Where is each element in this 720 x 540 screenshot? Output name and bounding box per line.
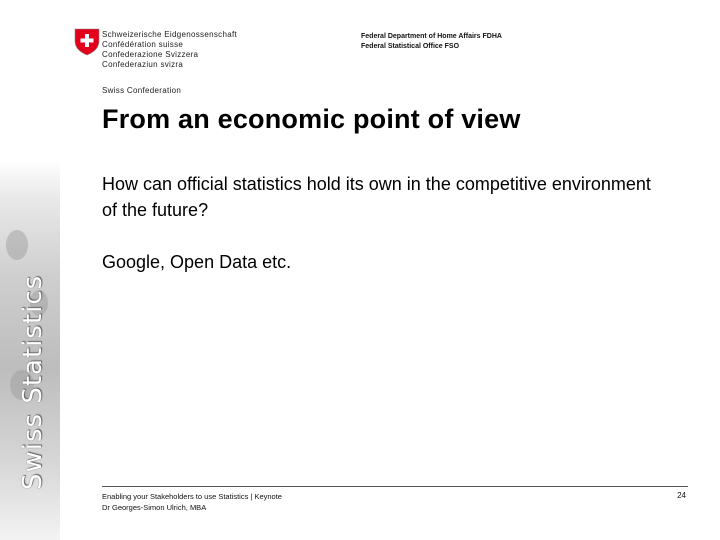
swiss-statistics-wordmark: Swiss Statistics (18, 274, 48, 490)
slide-title: From an economic point of view (102, 104, 521, 134)
body-paragraph: How can official statistics hold its own in the competitive environment of the future? (102, 174, 651, 220)
agency-line-en: Swiss Confederation (102, 86, 182, 95)
photo-figure (6, 230, 28, 260)
swiss-cross-shield-icon (74, 28, 100, 56)
agency-line-de: Schweizerische Eidgenossenschaft (102, 30, 238, 39)
footer-divider (102, 486, 688, 487)
footer-info (102, 491, 282, 513)
footer-presentation-title: Enabling your Stakeholders to use Statistics | Keynote (102, 492, 282, 501)
agency-line-rm: Confederaziun svizra (102, 60, 184, 69)
department-block (361, 32, 502, 52)
footer-presenter: Dr Georges-Simon Ulrich, MBA (102, 503, 207, 512)
page-number: 24 (677, 491, 686, 500)
confederation-name-block (102, 30, 237, 96)
office-name: Federal Statistical Office FSO (361, 43, 460, 50)
body-paragraph: Google, Open Data etc. (102, 252, 292, 272)
agency-line-fr: Confédération suisse (102, 40, 184, 49)
department-name: Federal Department of Home Affairs FDHA (361, 33, 502, 40)
agency-line-it: Confederazione Svizzera (102, 50, 199, 59)
